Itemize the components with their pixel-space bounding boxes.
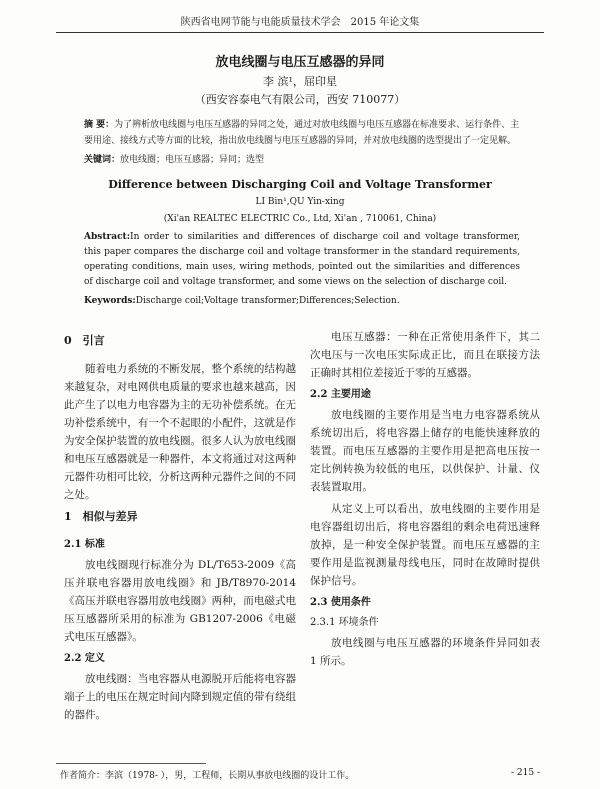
keywords-cn: [84, 152, 520, 165]
running-header: 陕西省电网节能与电能质量技术学会 2015 年论文集: [180, 17, 420, 28]
page-number: - 215 -: [511, 768, 540, 778]
abstract-cn-label: 摘 要：: [84, 120, 115, 130]
footnote-rule: [56, 763, 206, 764]
title-cn: 放电线圈与电压互感器的异同: [215, 55, 385, 70]
abstract-en: [84, 230, 520, 290]
section-heading: 1 相似与差异: [64, 510, 138, 523]
subsection-heading: 2.1 标准: [64, 539, 105, 550]
abstract-en-label: Abstract:: [84, 232, 131, 242]
header-rule: [56, 32, 544, 33]
keywords-cn-text: 放电线圈；电压互感器；异同；选型: [120, 155, 265, 165]
affiliation-cn: （西安容泰电气有限公司，西安 710077）: [194, 93, 406, 106]
paragraph: 随着电力系统的不断发展，整个系统的结构越来越复杂，对电网供电质量的要求也越来越高，因此产生了以电力电容器为主的无功补偿系统。在无功补偿系统中，有一个不起眼的小配件，这就是作为安全保护装置的放电线圈。很多人认为放电线圈和电压互感器就是一种器件，本文将通过对这两种元器件功相可比较，分析这两种元器件之间的不同之处。: [64, 363, 296, 501]
paragraph: 放电线圈：当电容器从电源脱开后能将电容器端子上的电压在规定时间内降到规定值的带有绕组的器件。: [64, 673, 296, 721]
abstract-en-text: In order to similarities and differences of discharge coil and voltage transformer, this paper compares the discharge coil and voltage transformer in the standard requirements, operating conditions, main uses, wiring methods, pointed out the similarities and differences of discharge coil and voltage transformer, and some views on the selection of discharge coil.: [84, 232, 520, 287]
body-right-column: [310, 328, 540, 674]
abstract-cn-text: 为了辨析放电线圈与电压互感器的异同之处，通过对放电线圈与电压互感器在标准要求、运行条件、主要用途、接线方式等方面的比较，指出放电线圈与电压互感器的异同，并对放电线圈的选型提出了一定见解。: [84, 120, 520, 146]
paragraph: 电压互感器：一种在正常使用条件下，其二次电压与一次电压实际成正比，而且在联接方法正确时其相位差接近于零的互感器。: [310, 331, 540, 379]
body-left-column: [64, 328, 296, 728]
title-en: Difference between Discharging Coil and Voltage Transformer: [108, 178, 492, 191]
authors-en: LI Bin¹,QU Yin-xing: [255, 197, 345, 207]
subsection-heading: 2.2 定义: [64, 653, 105, 664]
keywords-cn-label: 关键词：: [84, 155, 121, 165]
keywords-en-text: Discharge coil;Voltage transformer;Differences;Selection.: [135, 296, 400, 306]
subsection-heading: 2.3 使用条件: [310, 597, 371, 608]
subsubsection-heading: 2.3.1 环境条件: [310, 617, 379, 628]
paragraph: 放电线圈现行标准分为 DL/T653-2009《高压并联电容器用放电线圈》和 JB/T8970-2014《高压并联电容器用放电线圈》两种，而电磁式电压互感器所采用的标准为 GB1207-2006《电磁式电压互感器》。: [64, 559, 296, 643]
keywords-en: [84, 296, 520, 306]
subsection-heading: 2.2 主要用途: [310, 389, 371, 400]
author-footnote: 作者简介：李滨（1978- ），男，工程师，长期从事放电线圈的设计工作。: [60, 771, 355, 781]
keywords-en-label: Keywords:: [84, 296, 136, 306]
paragraph: 放电线圈的主要作用是当电力电容器系统从系统切出后，将电容器上储存的电能快速释放的装置。而电压互感器的主要作用是把高电压按一定比例转换为较低的电压，以供保护、计量、仪表装置取用。: [310, 409, 540, 493]
paragraph: 从定义上可以看出，放电线圈的主要作用是电容器组切出后，将电容器组的剩余电荷迅速释放掉，是一种安全保护装置。而电压互感器的主要作用是监视测量母线电压，同时在故障时提供保护信号。: [310, 503, 540, 587]
affiliation-en: (Xi'an REALTEC ELECTRIC Co., Ltd, Xi'an , 710061, China): [163, 214, 437, 224]
section-heading: 0 引言: [64, 334, 105, 347]
paragraph: 放电线圈与电压互感器的环境条件异同如表 1 所示。: [310, 637, 540, 667]
abstract-cn: [84, 117, 520, 149]
authors-cn: 李 滨¹，屈印星: [263, 75, 337, 88]
